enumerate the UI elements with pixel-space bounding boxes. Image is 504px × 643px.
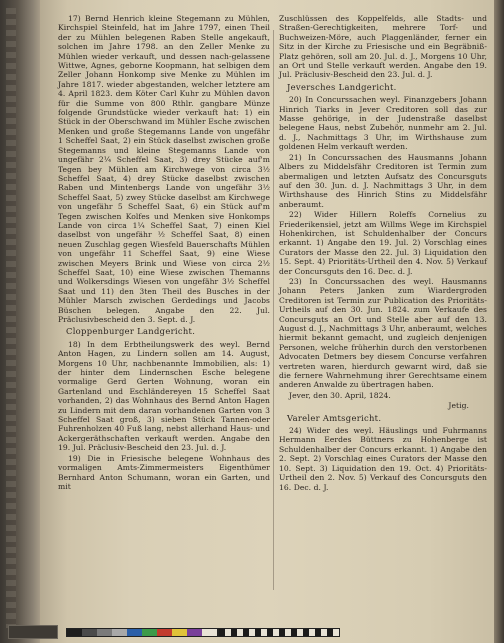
library-stamp — [8, 625, 58, 639]
notice-paragraph: 17) Bernd Henrich kleine Stegemann zu Mühlen, Kirchspiel Steinfeld, hat im Jahre 1797, einen Theil der zu Mühlen belegenen Raben Stelle angekauft, solchen im Jahre 1798. an den Zeller Menke zu Mühlen wieder verkauft, und dessen nach-gelassene Wittwe, Agnes, geborne Koopmann, hat selbigen dem Zeller Johann Honkomp sive Menke zu Mühlen im Jahre 1817. wieder abgestanden, welcher letztere am 4. April 1823. dem Köter Carl Kuhr zu Mühlen davon für die Summe von 800 Rthlr. gangbare Münze folgende Grundstücke wieder verkauft hat: 1) ein Stück in der Oberschwand im Mühler Esche zwischen Menken und große Stegemanns Lande von ungefähr 1 Scheffel Saat, 2) ein Stück daselbst zwischen große Stegemanns und kleine Stegemanns Lande von ungefähr 2¼ Scheffel Saat, 3) drey Stücke auf'm Tegen bey Mühlen am Kirchwege von circa 3½ Scheffel Saat, 4) drey Stücke daselbst zwischen Raben und Mintenbergs Lande von ungefähr 3½ Scheffel Saat, 5) zwey Stücke daselbst am Kirchwege von ungefähr 5 Scheffel Saat, 6) ein Stück auf'm Tegen zwischen Kolfes und Menken sive Honkomps Lande von circa 1¼ Scheffel Saat, 7) einen Kiel daselbst von ungefähr ½ Scheffel Saat, 8) einen neuen Zuschlag gegen Wiesfeld Bauerschafts Mühlen von ungefähr 11 Scheffel Saat, 9) eine Wiese zwischen Meyers Brink und Wiese von circa 2½ Scheffel Saat, 10) eine Wiese zwischen Themanns und Wolkersdings Wiesen von ungefähr 3½ Scheffel Saat und 11) den 3ten Theil des Busches in der Mühler Marsch zwischen Gerdedings und Jacobs Büschen belegen. Angabe den 22. Jul. Präclusivbescheid den 3. Sept. d. J. — [58, 14, 270, 324]
color-patch — [142, 629, 157, 636]
color-patch — [112, 629, 127, 636]
notice-paragraph: Zuschlüssen des Koppelfelds, alle Stadts- und Straßen-Gerechtigkeiten, mehrere Torf- und Buchweizen-Möre, auch Plaggenländer, ferner ein Sitz in der Kirche zu Friesische und ein Begräbniß-Platz gehören, soll am 20. Jul. d. J., Morgens 10 Uhr, an Ort und Stelle verkauft werden. Angabe den 19. Jul. Präclusiv-Bescheid den 23. Jul. d. J. — [279, 14, 487, 80]
scale-ruler — [218, 628, 340, 637]
notice-paragraph: 18) In dem Erbtheilungswerk des weyl. Bernd Anton Hagen, zu Lindern sollen am 14. August, Morgens 10 Uhr, nachbenannte Immobilien, als: 1) der hinter dem Lindernschen Esche belegene vormalige Gerd Gerten Wohnung, woran ein Gartenland und Eschländereyen 15 Scheffel Saat vorhanden, 2) das Wohnhaus des Bernd Anton Hagen zu Lindern mit dem daran vorhandenen Garten von 3 Scheffel Saat groß, 3) sieben Stück Tannen-oder Fuhrenholzen 40 Fuß lang, nebst allerhand Haus- und Ackergeräthschaften verkauft werden. Angabe den 19. Jul. Präclusiv-Bescheid den 23. Jul. d. J. — [58, 339, 270, 453]
column-divider — [273, 30, 274, 590]
notice-paragraph: 19) Die in Friesische belegene Wohnhaus des vormaligen Amts-Zimmermeisters Eigenthümer Bernhard Anton Schumann, woran ein Garten, und mit — [58, 453, 270, 491]
section-heading: Jeversches Landgericht. — [287, 81, 397, 92]
color-patch — [97, 629, 112, 636]
color-patch — [202, 629, 217, 636]
signature: Jetig. — [448, 401, 469, 411]
notice-paragraph: 20) In Concurssachen weyl. Finanzgebers Johann Hinrich Tiarks in Jever Creditoren soll das zur Masse gehörige, in der Judenstraße daselbst belegene Haus, nebst Zubehör, nunmehr am 2. Jul. d. J., Nachmittags 3 Uhr, im Wirthshause zum goldenen Helm verkauft werden. — [279, 95, 487, 152]
notice-paragraph: 22) Wider Hillern Roleffs Cornelius zu Friederikensiel, jetzt am Willms Wege im Kirchspiel Hohenkirchen, ist Schuldenhalber der Concurs erkannt. 1) Angabe den 19. Jul. 2) Vorschlag eines Curators der Masse den 22. Jul. 3) Liquidation den 15. Sept. 4) Prioritäts-Urtheil den 4. Nov. 5) Verkauf der Concursguts den 16. Dec. d. J. — [279, 210, 487, 276]
color-patch — [127, 629, 142, 636]
section-heading: Vareler Amtsgericht. — [287, 412, 382, 423]
color-patch — [172, 629, 187, 636]
color-patch — [82, 629, 97, 636]
left-column — [58, 14, 270, 492]
book-binding — [0, 0, 44, 643]
page-edge-shadow — [494, 0, 504, 643]
color-patch — [187, 629, 202, 636]
notice-paragraph: Jever, den 30. April, 1824. — [289, 390, 391, 400]
notice-paragraph: 24) Wider des weyl. Häuslings und Fuhrmanns Hermann Eerdes Büttners zu Hohenberge ist Schuldenhalber der Concurs erkannt. 1) Angabe den 2. Sept. 2) Vorschlag eines Curators der Masse den 10. Sept. 3) Liquidation den 19. Oct. 4) Prioritäts-Urtheil den 2. Nov. 5) Verkauf des Concursguts den 16. Dec. d. J. — [279, 426, 487, 492]
right-column — [279, 14, 487, 493]
notice-paragraph: 23) In Concurssachen des weyl. Hausmanns Johann Peters Janken zum Wiardergroden Creditoren ist Termin zur Publication des Prioritäts-Urtheils auf den 30. Jun. 1824. zum Verkaufe des Concursguts an Ort und Stelle aber auf den 13. August d. J., Nachmittags 3 Uhr, anberaumt, welches hiermit bekannt gemacht, und zugleich denjenigen Personen, welche früherhin durch den verstorbenen Advocaten Detmers bey diesem Concurse verfahren vertreten waren, hierdurch gewarnt wird, daß sie die fernere Wahrnehmung ihrer Gerechtsame einem anderen Anwalde zu übertragen haben. — [279, 276, 487, 390]
color-patch — [67, 629, 82, 636]
section-heading: Cloppenburger Landgericht. — [66, 326, 196, 337]
color-calibration-bar — [66, 628, 218, 637]
color-patch — [157, 629, 172, 636]
notice-paragraph: 21) In Concurssachen des Hausmanns Johann Albers zu Middelsfähr Creditoren ist Termin zum abermaligen und letzten Aufsatz des Concursguts auf den 30. Jun. d. J. Nachmittags 3 Uhr, in dem Wirthshause des Hinrich Stins zu Middelsfähr anberaumt. — [279, 152, 487, 209]
